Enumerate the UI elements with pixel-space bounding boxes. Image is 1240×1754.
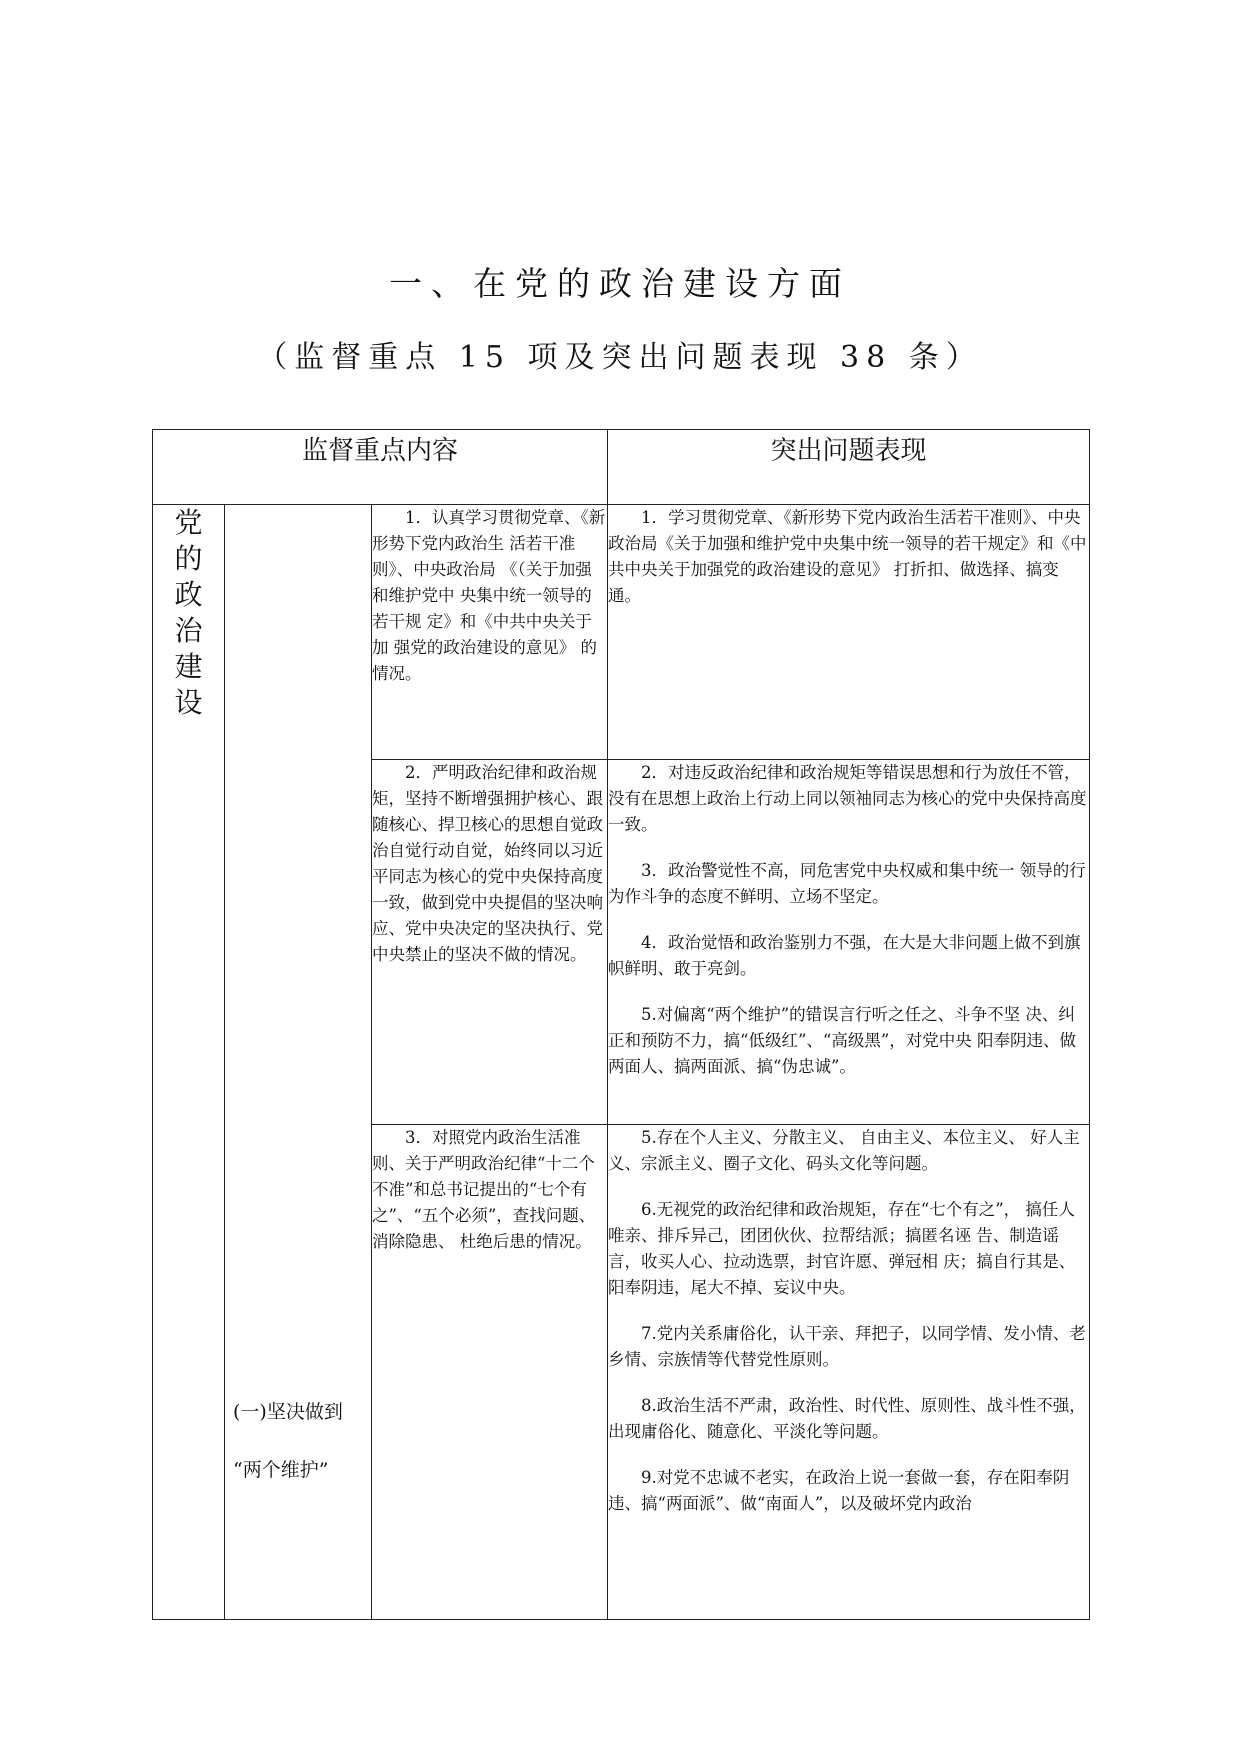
issue-text: 5.存在个人主义、分散主义、 自由主义、本位主义、 好人主义、宗派主义、圈子文化、码头文化等问题。: [608, 1128, 1080, 1173]
page-subtitle: （监督重点 15 项及突出问题表现 38 条）: [257, 340, 983, 375]
page-title: 一、在党的政治建设方面: [389, 264, 851, 303]
issue-cell-2: [608, 760, 1090, 1125]
issue-text: 1．学习贯彻党章、《新形势下党内政治生活若干准则》、中央政治局《关于加强和维护党中央集中统一领导的若干规定》和《中共中央关于加强党的政治建设的意见》 打折扣、做选择、搞变通。: [608, 508, 1087, 605]
area-cell: [153, 505, 225, 1620]
issue-cell-1: [608, 505, 1090, 760]
supervision-table: [152, 429, 1090, 1620]
focus-label-line-2: “两个维护”: [233, 1459, 329, 1481]
issue-text: 7.党内关系庸俗化，认干亲、拜把子，以同学情、发小情、老乡情、宗族情等代替党性原则。: [608, 1324, 1086, 1369]
issue-cell-3: [608, 1125, 1090, 1620]
point-text: 3．对照党内政治生活准则、关于严明政治纪律“十二个不准”和总书记提出的“七个有之”、“五个必须”，查找问题、消除隐患、 杜绝后患的情况。: [372, 1128, 596, 1251]
issue-text: 4．政治觉悟和政治鉴别力不强，在大是大非问题上做不到旗帜鲜明、敢于亮剑。: [608, 933, 1081, 978]
table-row: [153, 505, 1090, 760]
issue-text: 3．政治警觉性不高，同危害党中央权威和集中统一 领导的行为作斗争的态度不鲜明、立场不坚定。: [608, 861, 1086, 906]
issue-text: 8.政治生活不严肃，政治性、时代性、原则性、战斗性不强，出现庸俗化、随意化、平淡化等问题。: [608, 1396, 1086, 1441]
header-focus: 监督重点内容: [153, 430, 608, 505]
point-cell-2: [372, 760, 608, 1125]
point-text: 1．认真学习贯彻党章、《新形势下党内政治生 活若干准则》、中央政治局 《（关于加强和维护党中 央集中统一领导的若干规 定》和《中共中央关于加 强党的政治建设的意见》 的情况。: [372, 508, 606, 683]
focus-label: [233, 1383, 367, 1499]
issue-text: 6.无视党的政治纪律和政治规矩，存在“七个有之”， 搞任人唯亲、排斥异己，团团伙伙、拉帮结派；搞匿名诬 告、制造谣言，收买人心、拉动选票，封官许愿、弹冠相 庆；搞自行其是、阳奉阴违，尾大不掉、妄议中央。: [608, 1200, 1076, 1297]
point-cell-1: [372, 505, 608, 760]
point-text: 2．严明政治纪律和政治规矩，坚持不断增强拥护核心、跟随核心、捍卫核心的思想自觉政治自觉行动自觉，始终同以习近平同志为核心的党中央保持高度一致，做到党中央提倡的坚决响应、党中央决定的坚决执行、党中央禁止的坚决不做的情况。: [372, 763, 603, 964]
point-cell-3: [372, 1125, 608, 1620]
focus-label-line-1: (一)坚决做到: [233, 1401, 343, 1423]
issue-text: 9.对党不忠诚不老实，在政治上说一套做一套，存在阳奉阴违、搞“两面派”、做“南面人”，以及破坏党内政治: [608, 1468, 1070, 1513]
area-label: 党的政治建设: [174, 506, 203, 719]
table-header-row: [153, 430, 1090, 505]
focus-cell: [225, 505, 372, 1620]
issue-text: 5.对偏离“两个维护”的错误言行听之任之、斗争不坚 决、纠正和预防不力，搞“低级红”、“高级黑”，对党中央 阳奉阴违、做两面人、搞两面派、搞“伪忠诚”。: [608, 1005, 1077, 1076]
issue-text: 2．对违反政治纪律和政治规矩等错误思想和行为放任不管，没有在思想上政治上行动上同以领袖同志为核心的党中央保持高度一致。: [608, 763, 1087, 834]
header-issues: 突出问题表现: [608, 430, 1090, 505]
